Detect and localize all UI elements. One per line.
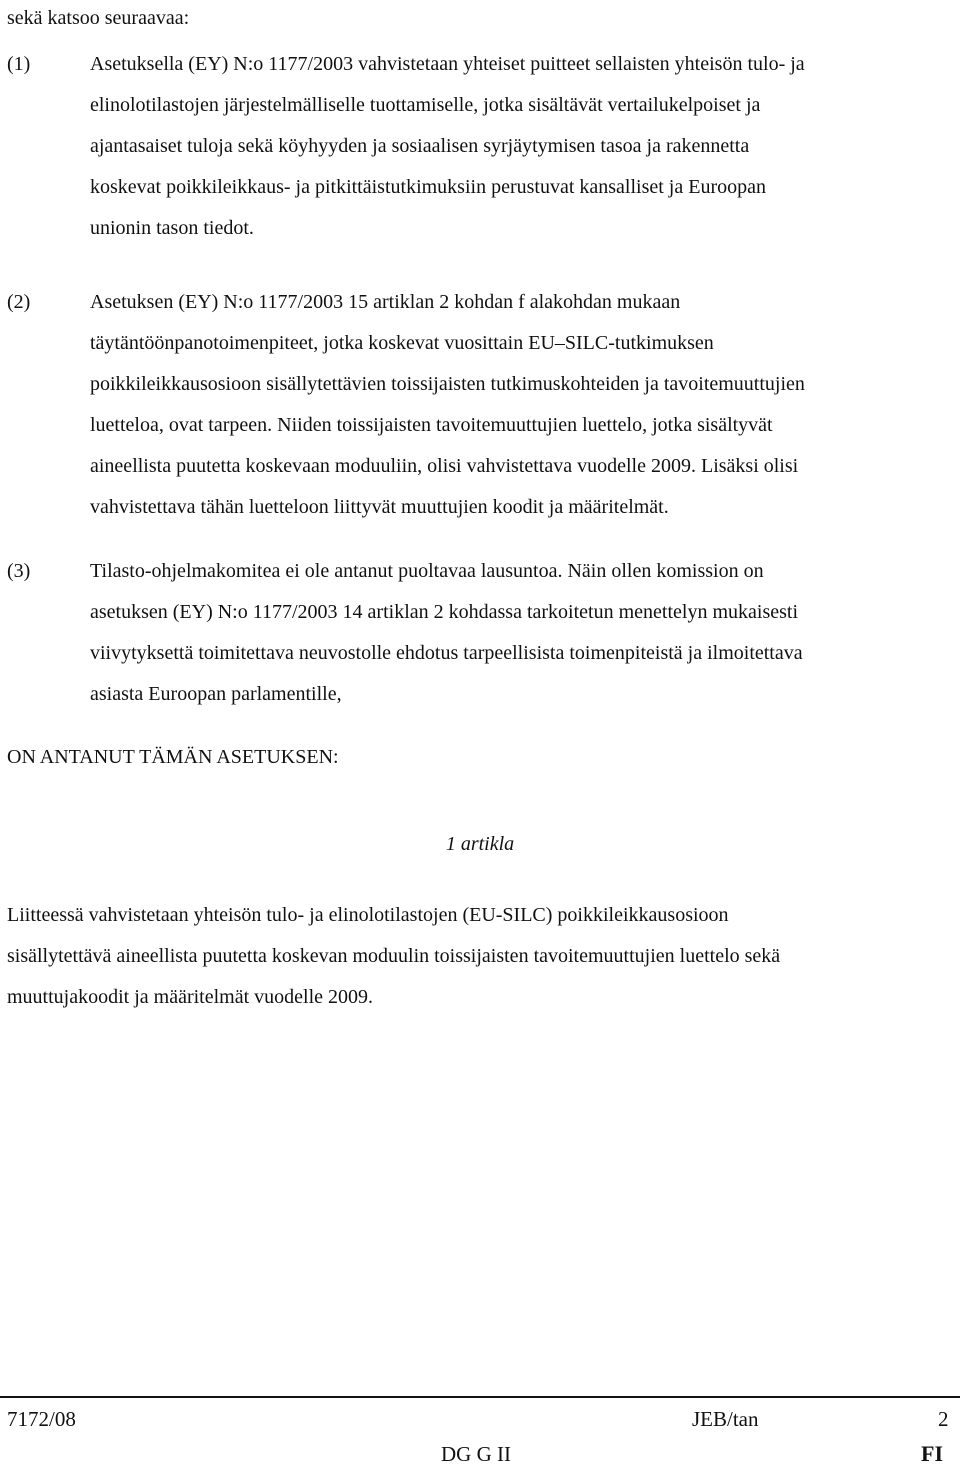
- recital-text: Asetuksen (EY) N:o 1177/2003 15 artiklan 2 kohdan f alakohdan mukaan täytäntöönpanotoimenpiteet, jotka koskevat vuosittain EU–SILC-tutkimuksen poikkileikkausosioon sisällytettävien toissijaisten tutkimuskohteiden ja tavoitemuuttujien luetteloa, ovat tarpeen. Niiden toissijaisten tavoitemuuttujien luettelo, jotka sisältyvät aineellista puutetta koskevaan moduuliin, olisi vahvistettava vuodelle 2009. Lisäksi olisi vahvistettava tähän luetteloon liittyvät muuttujien koodit ja määritelmät.: [90, 291, 805, 518]
- intro-line: sekä katsoo seuraavaa:: [7, 7, 190, 29]
- recital-text: Tilasto-ohjelmakomitea ei ole antanut puoltavaa lausuntoa. Näin ollen komission on asetuksen (EY) N:o 1177/2003 14 artiklan 2 kohdassa tarkoitetun menettelyn mukaisesti viivytyksettä toimitettava neuvostolle ehdotus tarpeellisista toimenpiteistä ja ilmoitettava asiasta Euroopan parlamentille,: [90, 560, 803, 705]
- footer-reference: JEB/tan: [692, 1407, 759, 1431]
- recital-2: [7, 282, 947, 528]
- recital-text: Asetuksella (EY) N:o 1177/2003 vahvistetaan yhteiset puitteet sellaisten yhteisön tulo- ja elinolotilastojen järjestelmälliselle tuottamiselle, jotka sisältävät vertailukelpoiset ja ajantasaiset tuloja sekä köyhyyden ja sosiaalisen syrjäytymisen tasoa ja rakennetta koskevat poikkileikkaus- ja pitkittäistutkimuksiin perustuvat kansalliset ja Euroopan unionin tason tiedot.: [90, 53, 805, 239]
- recital-number: (1): [7, 53, 31, 75]
- recital-number: (2): [7, 291, 31, 313]
- footer-page-number: 2: [938, 1407, 949, 1431]
- article-body: Liitteessä vahvistetaan yhteisön tulo- ja elinolotilastojen (EU-SILC) poikkileikkausosioon sisällytettävä aineellista puutetta koskevan moduulin toissijaisten tavoitemuuttujien luettelo sekä muuttujakoodit ja määritelmät vuodelle 2009.: [7, 904, 781, 1008]
- adoption-heading: ON ANTANUT TÄMÄN ASETUKSEN:: [7, 746, 339, 768]
- footer-language: FI: [921, 1441, 943, 1466]
- recital-3: [7, 551, 947, 715]
- footer-divider: [0, 1396, 960, 1398]
- footer-doc-number: 7172/08: [7, 1407, 76, 1431]
- article-title: 1 artikla: [445, 833, 515, 855]
- footer-directorate: DG G II: [441, 1442, 511, 1466]
- recital-1: [7, 44, 947, 249]
- recital-number: (3): [7, 560, 31, 582]
